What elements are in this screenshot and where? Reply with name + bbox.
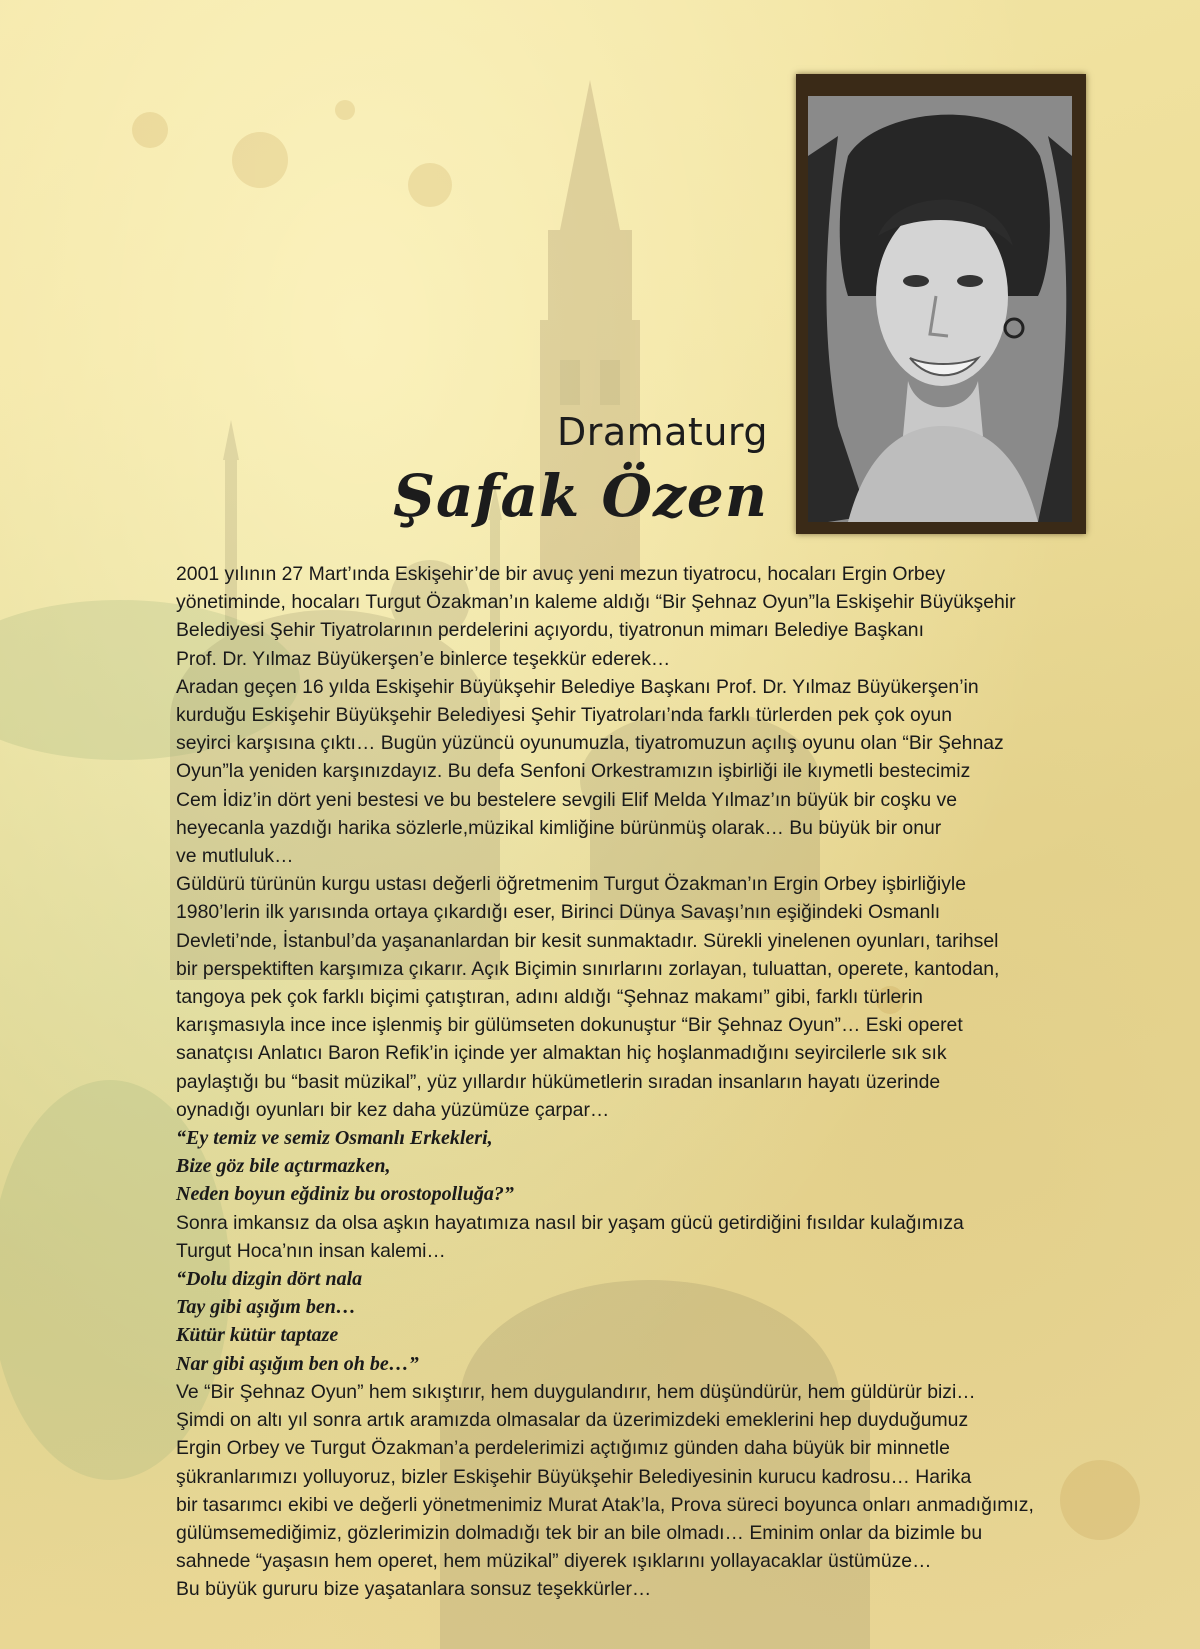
text-line: Aradan geçen 16 yılda Eskişehir Büyükşehir Belediye Başkanı Prof. Dr. Yılmaz Büyükerşen’in [176,675,979,698]
verse-line: Kütür kütür taptaze [176,1324,339,1347]
text-line: bir tasarımcı ekibi ve değerli yönetmenimiz Murat Atak’la, Prova süreci boyunca onları anmadığımız, [176,1493,1034,1516]
text-line: Ergin Orbey ve Turgut Özakman’a perdelerimizi açtığımız günden daha büyük bir minnetle [176,1437,950,1460]
verse-line: Tay gibi aşığım ben… [176,1296,356,1319]
text-line: gülümsemediğimiz, gözlerimizin dolmadığı tek bir an bile olmadı… Eminim onlar da bizimle bu [176,1521,983,1544]
text-line: tangoya pek çok farklı biçimi çatıştıran, adını aldığı “Şehnaz makamı” gibi, farklı türlerin [176,986,923,1009]
text-line: Bu büyük gururu bize yaşatanlara sonsuz teşekkürler… [176,1578,652,1601]
text-line: Belediyesi Şehir Tiyatrolarının perdelerini açıyordu, tiyatronun mimarı Belediye Başkanı [176,619,924,642]
verse-line: “Dolu dizgin dört nala [176,1268,363,1291]
text-line: sahnede “yaşasın hem operet, hem müzikal” diyerek ışıklarını yollayacaklar üstümüze… [176,1550,932,1573]
verse-line: Bize göz bile açtırmazken, [176,1155,391,1178]
text-line: Oyun”la yeniden karşınızdayız. Bu defa Senfoni Orkestramızın işbirliği ile kıymetli bestecimiz [176,760,971,783]
portrait-illustration [808,96,1072,522]
text-line: şükranlarımızı yolluyoruz, bizler Eskişehir Büyükşehir Belediyesinin kurucu kadrosu… Harika [176,1465,972,1488]
text-line: kurduğu Eskişehir Büyükşehir Belediyesi Şehir Tiyatroları’nda farklı türlerden pek çok oyun [176,704,953,727]
text-line: oynadığı oyunları bir kez daha yüzümüze çarpar… [176,1098,610,1121]
role-title: Dramaturg [556,410,768,454]
verse-1 [176,1124,1092,1209]
paragraph-2 [176,673,1092,870]
verse-line: Neden boyun eğdiniz bu orostopolluğa?” [176,1183,514,1206]
paragraph-4 [176,1209,1092,1265]
text-line: 2001 yılının 27 Mart’ında Eskişehir’de bir avuç yeni mezun tiyatrocu, hocaları Ergin Orbey [176,563,946,585]
text-line: sanatçısı Anlatıcı Baron Refik’in içinde yer almaktan hiç hoşlanmadığını seyircilerle sık sık [176,1042,947,1065]
text-line: karışmasıyla ince ince işlenmiş bir gülümseten dokunuştur “Bir Şehnaz Oyun”… Eski operet [176,1014,963,1037]
paragraph-1 [176,560,1092,673]
verse-2 [176,1265,1092,1378]
person-name: Şafak Özen [393,462,768,530]
paragraph-5 [176,1378,1092,1604]
text-line: seyirci karşısına çıktı… Bugün yüzüncü oyunumuzla, tiyatromuzun açılış oyunu olan “Bir Şehnaz [176,732,1004,755]
article-body [176,560,1092,1604]
portrait-frame [796,74,1086,534]
text-line: heyecanla yazdığı harika sözlerle,müzikal kimliğine bürünmüş olarak… Bu büyük bir onur [176,816,942,839]
text-line: Prof. Dr. Yılmaz Büyükerşen’e binlerce teşekkür ederek… [176,647,671,670]
portrait-photo [808,96,1072,522]
text-line: paylaştığı bu “basit müzikal”, yüz yıllardır hükümetlerin sıradan insanların hayatı üzerinde [176,1070,941,1093]
text-line: Şimdi on altı yıl sonra artık aramızda olmasalar da üzerimizdeki emeklerini hep duyduğumuz [176,1409,969,1432]
text-line: Devleti’nde, İstanbul’da yaşananlardan bir kesit sunmaktadır. Sürekli yinelenen oyunları, tarihsel [176,929,999,952]
text-line: Cem İdiz’in dört yeni bestesi ve bu bestelere sevgili Elif Melda Yılmaz’ın büyük bir coşku ve [176,788,958,811]
text-line: 1980’lerin ilk yarısında ortaya çıkardığı eser, Birinci Dünya Savaşı’nın eşiğindeki Osmanlı [176,901,941,924]
text-line: yönetiminde, hocaları Turgut Özakman’ın kaleme aldığı “Bir Şehnaz Oyun”la Eskişehir Büyükşehir [176,591,1016,614]
text-line: Sonra imkansız da olsa aşkın hayatımıza nasıl bir yaşam gücü getirdiğini fısıldar kulağımıza [176,1211,964,1234]
text-line: Güldürü türünün kurgu ustası değerli öğretmenim Turgut Özakman’ın Ergin Orbey işbirliğiyle [176,873,966,896]
text-line: Ve “Bir Şehnaz Oyun” hem sıkıştırır, hem duygulandırır, hem düşündürür, hem güldürür bizi… [176,1380,976,1403]
text-line: Turgut Hoca’nın insan kalemi… [176,1239,446,1262]
text-line: bir perspektiften karşımıza çıkarır. Açık Biçimin sınırlarını zorlayan, tuluattan, operete, kantodan, [176,957,1000,980]
paragraph-3 [176,870,1092,1124]
text-line: ve mutluluk… [176,845,294,868]
verse-line: “Ey temiz ve semiz Osmanlı Erkekleri, [176,1127,493,1150]
verse-line: Nar gibi aşığım ben oh be…” [176,1352,419,1375]
